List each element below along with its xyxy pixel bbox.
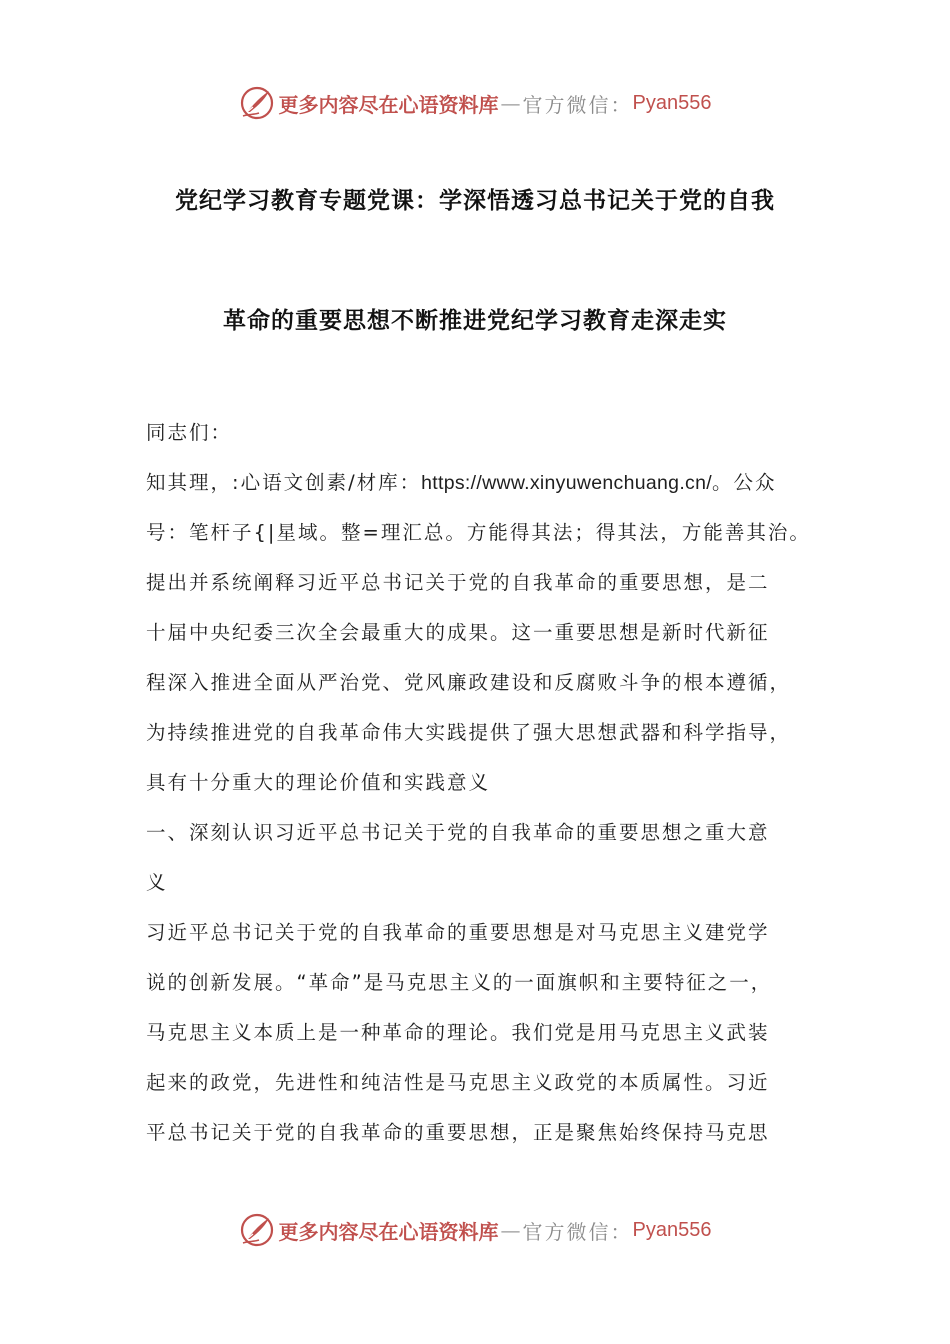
banner-wechat-label: 官方微信：: [522, 92, 633, 117]
body-line: 习近平总书记关于党的自我革命的重要思想是对马克思主义建党学: [146, 921, 770, 944]
header-banner: [0, 80, 950, 126]
section-heading: 义: [146, 871, 168, 894]
banner-brand-text: 更多内容尽在心语资料库: [278, 1219, 499, 1244]
salutation: 同志们：: [146, 421, 233, 444]
banner-wechat-id: Pyan556: [632, 91, 712, 114]
document-title-line-2: 革命的重要思想不断推进党纪学习教育走深走实: [223, 308, 727, 334]
banner-wechat-id: Pyan556: [632, 1218, 712, 1241]
document-body: [146, 415, 816, 1165]
document-title-line-1: 党纪学习教育专题党课：学深悟透习总书记关于党的自我: [175, 188, 775, 214]
body-line: 为持续推进党的自我革命伟大实践提供了强大思想武器和科学指导，: [146, 721, 792, 744]
quill-pen-logo-icon: [239, 1212, 275, 1248]
section-heading: 一、深刻认识习近平总书记关于党的自我革命的重要思想之重大意: [146, 821, 770, 844]
body-line: [146, 465, 816, 515]
banner-separator: —: [500, 91, 521, 115]
body-line: 平总书记关于党的自我革命的重要思想，正是聚焦始终保持马克思: [146, 1121, 770, 1144]
body-line: 具有十分重大的理论价值和实践意义: [146, 771, 491, 794]
body-line: 提出并系统阐释习近平总书记关于党的自我革命的重要思想，是二: [146, 571, 770, 594]
body-line: 号：笔杆子{|星域。整=理汇总。方能得其法；得其法，方能善其治。: [146, 521, 811, 544]
banner-brand-text: 更多内容尽在心语资料库: [278, 92, 499, 117]
body-line: 说的创新发展。“革命”是马克思主义的一面旗帜和主要特征之一，: [146, 971, 773, 994]
footer-banner: [0, 1207, 950, 1253]
website-link[interactable]: https://www.xinyuwenchuang.cn/: [421, 472, 712, 494]
body-text: 。公众: [711, 471, 777, 494]
banner-separator: —: [500, 1218, 521, 1242]
body-line: 程深入推进全面从严治党、党风廉政建设和反腐败斗争的根本遵循，: [146, 671, 792, 694]
body-line: 马克思主义本质上是一种革命的理论。我们党是用马克思主义武装: [146, 1021, 770, 1044]
body-line: 起来的政党，先进性和纯洁性是马克思主义政党的本质属性。习近: [146, 1071, 770, 1094]
quill-pen-logo-icon: [239, 85, 275, 121]
body-text: 知其理，:心语文创素/材库：: [146, 471, 422, 494]
body-line: 十届中央纪委三次全会最重大的成果。这一重要思想是新时代新征: [146, 621, 770, 644]
banner-wechat-label: 官方微信：: [522, 1219, 633, 1244]
